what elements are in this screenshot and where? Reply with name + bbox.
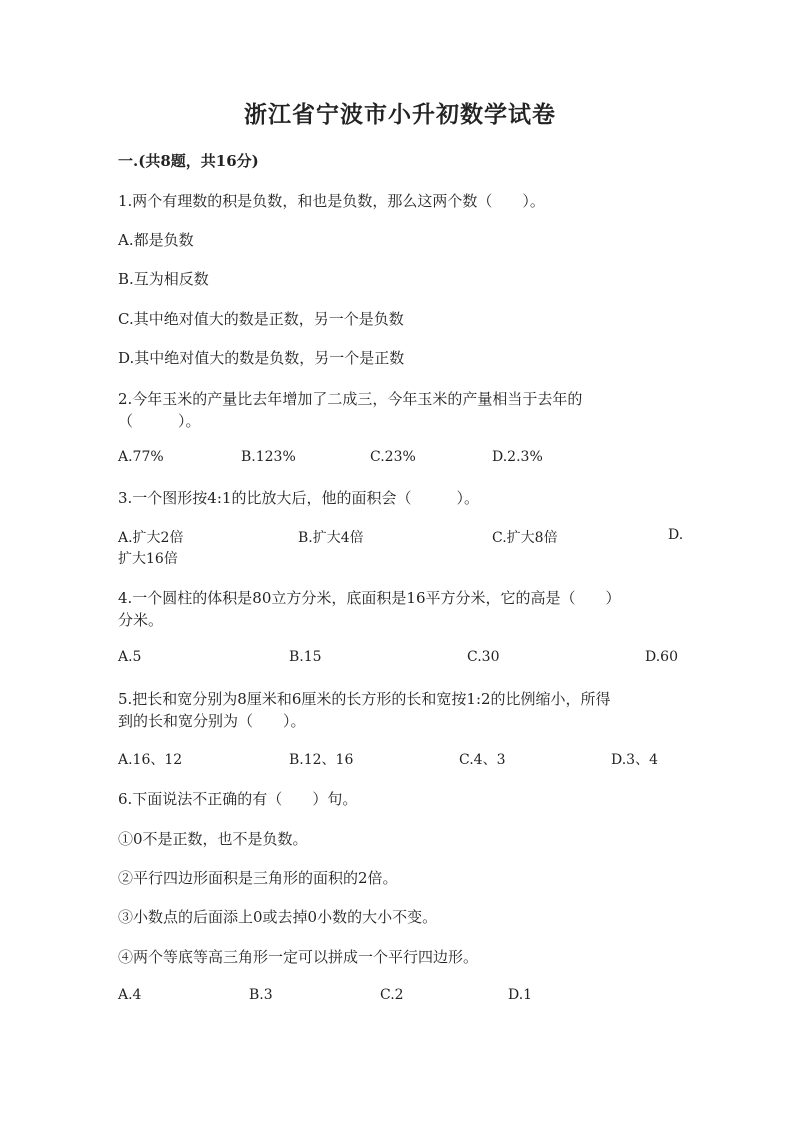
section-heading: 一.(共8题，共16分): [118, 152, 259, 170]
question-5-option-b: B.12、16: [289, 752, 354, 768]
question-6-option-d: D.1: [508, 987, 533, 1003]
question-1-option-b: B.互为相反数: [118, 270, 209, 288]
question-3-option-b: B.扩大4倍: [298, 530, 364, 546]
question-6-statement-4: ④两个等底等高三角形一定可以拼成一个平行四边形。: [118, 948, 479, 966]
question-3-stem: 3.一个图形按4:1的比放大后，他的面积会（ ）。: [118, 489, 479, 507]
question-6-option-c: C.2: [380, 987, 404, 1003]
question-6-option-b: B.3: [249, 987, 273, 1003]
question-3-option-c: C.扩大8倍: [492, 530, 558, 546]
question-2-option-a: A.77%: [118, 449, 164, 465]
question-2-option-d: D.2.3%: [492, 449, 543, 465]
question-2-option-c: C.23%: [370, 449, 416, 465]
question-5-option-c: C.4、3: [459, 752, 506, 768]
question-6-option-a: A.4: [118, 987, 142, 1003]
question-3-option-d-text: 扩大16倍: [118, 551, 178, 567]
question-3-option-d: D.: [668, 527, 684, 543]
question-5-stem-continued: 到的长和宽分别为（ ）。: [118, 712, 306, 730]
question-4-stem: 4.一个圆柱的体积是80立方分米，底面积是16平方分米，它的高是（ ）: [118, 589, 621, 607]
question-4-option-d: D.60: [645, 649, 678, 665]
question-1-option-d: D.其中绝对值大的数是负数，另一个是正数: [118, 349, 405, 367]
question-4-stem-continued: 分米。: [118, 611, 164, 629]
page-title: 浙江省宁波市小升初数学试卷: [244, 101, 556, 128]
question-6-statement-1: ①0不是正数，也不是负数。: [118, 830, 308, 848]
question-2-stem: 2.今年玉米的产量比去年增加了二成三，今年玉米的产量相当于去年的: [118, 390, 583, 408]
question-3-option-a: A.扩大2倍: [118, 530, 184, 546]
question-6-stem: 6.下面说法不正确的有（ ）句。: [118, 790, 358, 808]
question-4-option-b: B.15: [289, 649, 322, 665]
question-6-statement-2: ②平行四边形面积是三角形的面积的2倍。: [118, 869, 398, 887]
question-4-option-a: A.5: [118, 649, 142, 665]
question-5-option-d: D.3、4: [611, 752, 658, 768]
question-5-stem: 5.把长和宽分别为8厘米和6厘米的长方形的长和宽按1:2的比例缩小，所得: [118, 690, 611, 708]
question-2-stem-continued: （ ）。: [118, 412, 201, 430]
question-2-option-b: B.123%: [241, 449, 296, 465]
question-1-option-a: A.都是负数: [118, 231, 194, 249]
question-1-option-c: C.其中绝对值大的数是正数，另一个是负数: [118, 310, 404, 328]
question-1-stem: 1.两个有理数的积是负数，和也是负数，那么这两个数（ ）。: [118, 192, 545, 210]
question-6-statement-3: ③小数点的后面添上0或去掉0小数的大小不变。: [118, 908, 438, 926]
question-4-option-c: C.30: [467, 649, 500, 665]
question-5-option-a: A.16、12: [118, 752, 183, 768]
